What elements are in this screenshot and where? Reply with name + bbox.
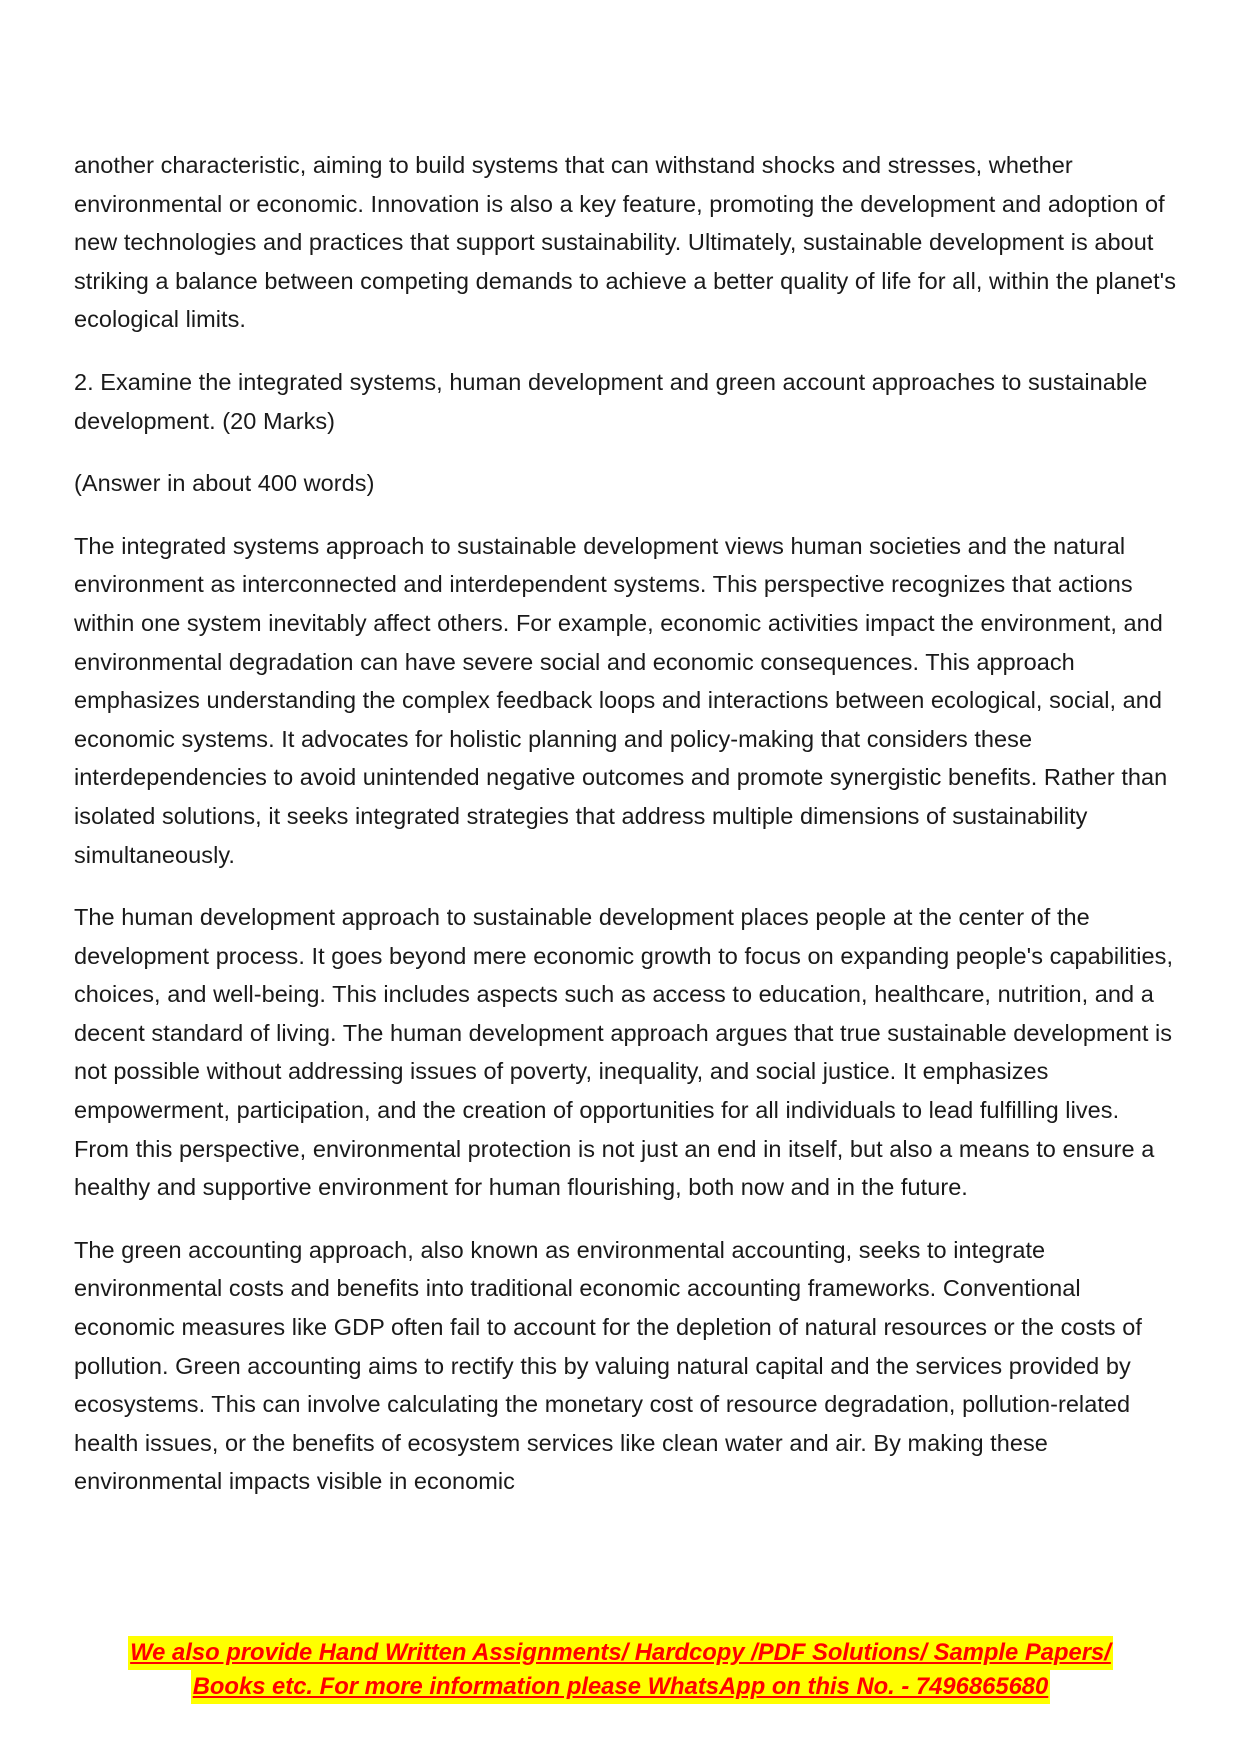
- word-limit-note: (Answer in about 400 words): [74, 470, 375, 497]
- paragraph-human-development: The human development approach to sustainable development places people at the center of the development process. It goes beyond mere economic growth to focus on expanding people's capabilities, choices, and well-being. This includes aspects such as access to education, healthcare, nutrition, and a decent standard of living. The human development approach argues that true sustainable development is not possible without addressing issues of poverty, inequality, and social justice. It emphasizes empowerment, participation, and the creation of opportunities for all individuals to lead fulfilling lives. From this perspective, environmental protection is not just an end in itself, but also a means to ensure a healthy and supportive environment for human flourishing, both now and in the future.: [74, 904, 1174, 1201]
- promo-footer: [0, 1636, 1241, 1704]
- promo-line-2: Books etc. For more information please WhatsApp on this No. - 7496865680: [191, 1670, 1051, 1704]
- document-body: [74, 146, 1180, 1525]
- paragraph-continuation: another characteristic, aiming to build systems that can withstand shocks and stresses, whether environmental or economic. Innovation is also a key feature, promoting the development and adoption of new technologies and practices that support sustainability. Ultimately, sustainable development is about striking a balance between competing demands to achieve a better quality of life for all, within the planet's ecological limits.: [74, 152, 1177, 333]
- paragraph-green-accounting: The green accounting approach, also known as environmental accounting, seeks to integrate environmental costs and benefits into traditional economic accounting frameworks. Conventional economic measures like GDP often fail to account for the depletion of natural resources or the costs of pollution. Green accounting aims to rectify this by valuing natural capital and the services provided by ecosystems. This can involve calculating the monetary cost of resource degradation, pollution-related health issues, or the benefits of ecosystem services like clean water and air. By making these environmental impacts visible in economic: [74, 1236, 1142, 1495]
- question-heading: 2. Examine the integrated systems, human development and green account approaches to sustainable development. (20 Marks): [74, 368, 1148, 434]
- paragraph-integrated-systems: The integrated systems approach to sustainable development views human societies and the natural environment as interconnected and interdependent systems. This perspective recognizes that actions within one system inevitably affect others. For example, economic activities impact the environment, and environmental degradation can have severe social and economic consequences. This approach emphasizes understanding the complex feedback loops and interactions between ecological, social, and economic systems. It advocates for holistic planning and policy-making that considers these interdependencies to avoid unintended negative outcomes and promote synergistic benefits. Rather than isolated solutions, it seeks integrated strategies that address multiple dimensions of sustainability simultaneously.: [74, 532, 1168, 868]
- promo-line-1: We also provide Hand Written Assignments/ Hardcopy /PDF Solutions/ Sample Papers/: [128, 1636, 1113, 1670]
